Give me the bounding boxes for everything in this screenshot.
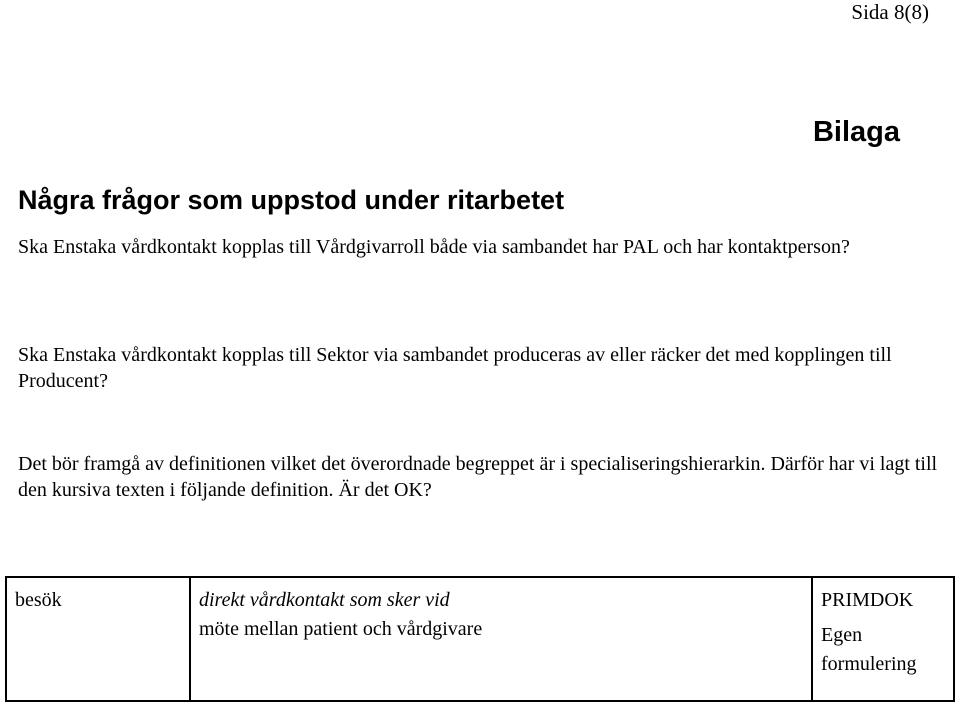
term-text: besök bbox=[15, 589, 62, 611]
definition-table bbox=[5, 576, 955, 702]
question-paragraph-2: Ska Enstaka vårdkontakt kopplas till Sektor via sambandet produceras av eller räcker det med kopplingen till Producent? bbox=[18, 344, 892, 392]
definition-cell bbox=[190, 577, 812, 701]
page-heading: Några frågor som uppstod under ritarbetet bbox=[18, 185, 565, 215]
section-label: Bilaga bbox=[812, 116, 900, 148]
definition-text: möte mellan patient och vårdgivare bbox=[199, 618, 483, 640]
question-paragraph-3: Det bör framgå av definitionen vilket det överordnade begreppet är i specialiseringshierarkin. Därför har vi lagt till den kursiva texten i följande definition. Är det OK? bbox=[18, 453, 938, 501]
source-text: PRIMDOK bbox=[821, 589, 914, 611]
source-cell bbox=[812, 577, 954, 701]
table-row bbox=[6, 577, 954, 701]
term-cell bbox=[6, 577, 190, 701]
definition-italic-text: direkt vårdkontakt som sker vid bbox=[199, 589, 450, 611]
question-paragraph-1: Ska Enstaka vårdkontakt kopplas till Vårdgivarroll både via sambandet har PAL och har kontaktperson? bbox=[18, 236, 850, 258]
page-number: Sida 8(8) bbox=[851, 0, 929, 24]
source-note: Egen formulering bbox=[821, 624, 917, 675]
